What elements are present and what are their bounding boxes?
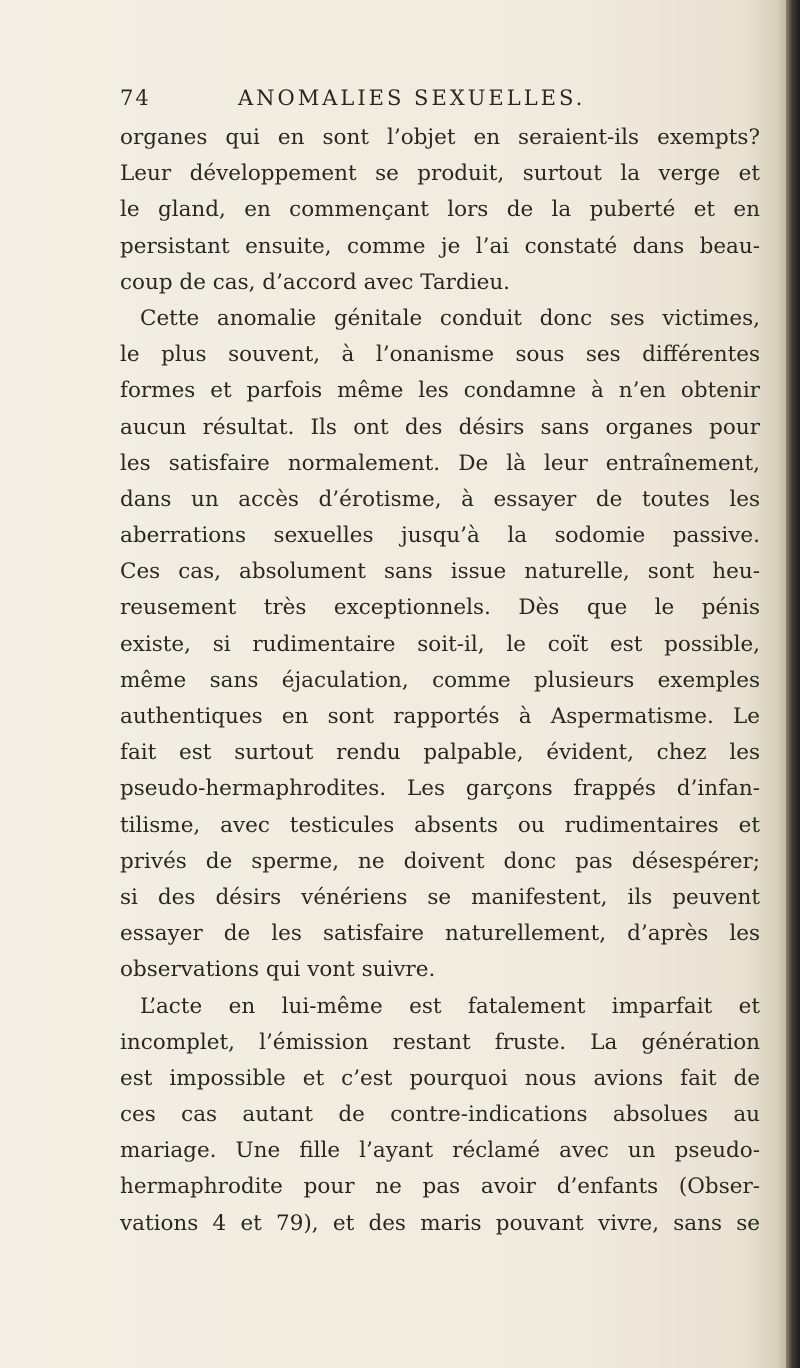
text-line: aucun résultat. Ils ont des désirs sans organes pour <box>120 414 760 440</box>
text-line: authentiques en sont rapportés à Aspermatisme. Le <box>120 704 760 729</box>
text-line: Leur développement se produit, surtout la verge et <box>120 161 760 187</box>
text-line: reusement très exceptionnels. Dès que le pénis <box>120 595 760 621</box>
text-line: coup de cas, d’accord avec Tardieu. <box>120 269 511 295</box>
text-line: privés de sperme, ne doivent donc pas désespérer; <box>120 848 760 874</box>
text-line: essayer de les satisfaire naturellement, d’après les <box>120 921 760 947</box>
text-line: le gland, en commençant lors de la puberté et en <box>120 197 760 223</box>
text-line: pseudo-hermaphrodites. Les garçons frappés d’infan- <box>120 776 760 802</box>
text-line: si des désirs vénériens se manifestent, ils peuvent <box>120 884 760 910</box>
text-line: même sans éjaculation, comme plusieurs exemples <box>120 667 760 693</box>
text-line: formes et parfois même les condamne à n’en obtenir <box>120 378 760 404</box>
text-line: est impossible et c’est pourquoi nous avions fait de <box>120 1065 760 1091</box>
text-line: Ces cas, absolument sans issue naturelle, sont heu- <box>120 559 760 585</box>
text-line: Cette anomalie génitale conduit donc ses victimes, <box>140 305 760 331</box>
text-line: observations qui vont suivre. <box>120 957 436 983</box>
text-line: incomplet, l’émission restant fruste. La génération <box>120 1029 760 1055</box>
text-line: fait est surtout rendu palpable, évident, chez les <box>120 740 760 766</box>
chapter-title: ANOMALIES SEXUELLES. <box>238 86 586 110</box>
text-line: le plus souvent, à l’onanisme sous ses différentes <box>120 342 760 368</box>
text-line: organes qui en sont l’objet en seraient-ils exempts? <box>120 125 760 150</box>
text-line: hermaphrodite pour ne pas avoir d’enfants (Obser- <box>120 1174 760 1200</box>
text-line: tilisme, avec testicules absents ou rudimentaires et <box>120 812 760 838</box>
text-line: ces cas autant de contre-indications absolues au <box>120 1102 760 1128</box>
page-number: 74 <box>120 86 151 110</box>
text-line: existe, si rudimentaire soit-il, le coït est possible, <box>120 631 760 657</box>
text-line: les satisfaire normalement. De là leur entraînement, <box>120 450 760 476</box>
text-line: persistant ensuite, comme je l’ai constaté dans beau- <box>120 233 760 259</box>
binding-edge <box>786 0 800 1368</box>
body-text <box>120 120 760 1242</box>
text-line: dans un accès d’érotisme, à essayer de toutes les <box>120 486 760 512</box>
text-line: aberrations sexuelles jusqu’à la sodomie passive. <box>120 523 760 549</box>
text-line: L’acte en lui-même est fatalement imparfait et <box>140 993 760 1019</box>
text-line: mariage. Une fille l’ayant réclamé avec un pseudo- <box>120 1138 760 1164</box>
running-head <box>120 86 760 116</box>
text-line: vations 4 et 79), et des maris pouvant vivre, sans se <box>120 1210 760 1236</box>
